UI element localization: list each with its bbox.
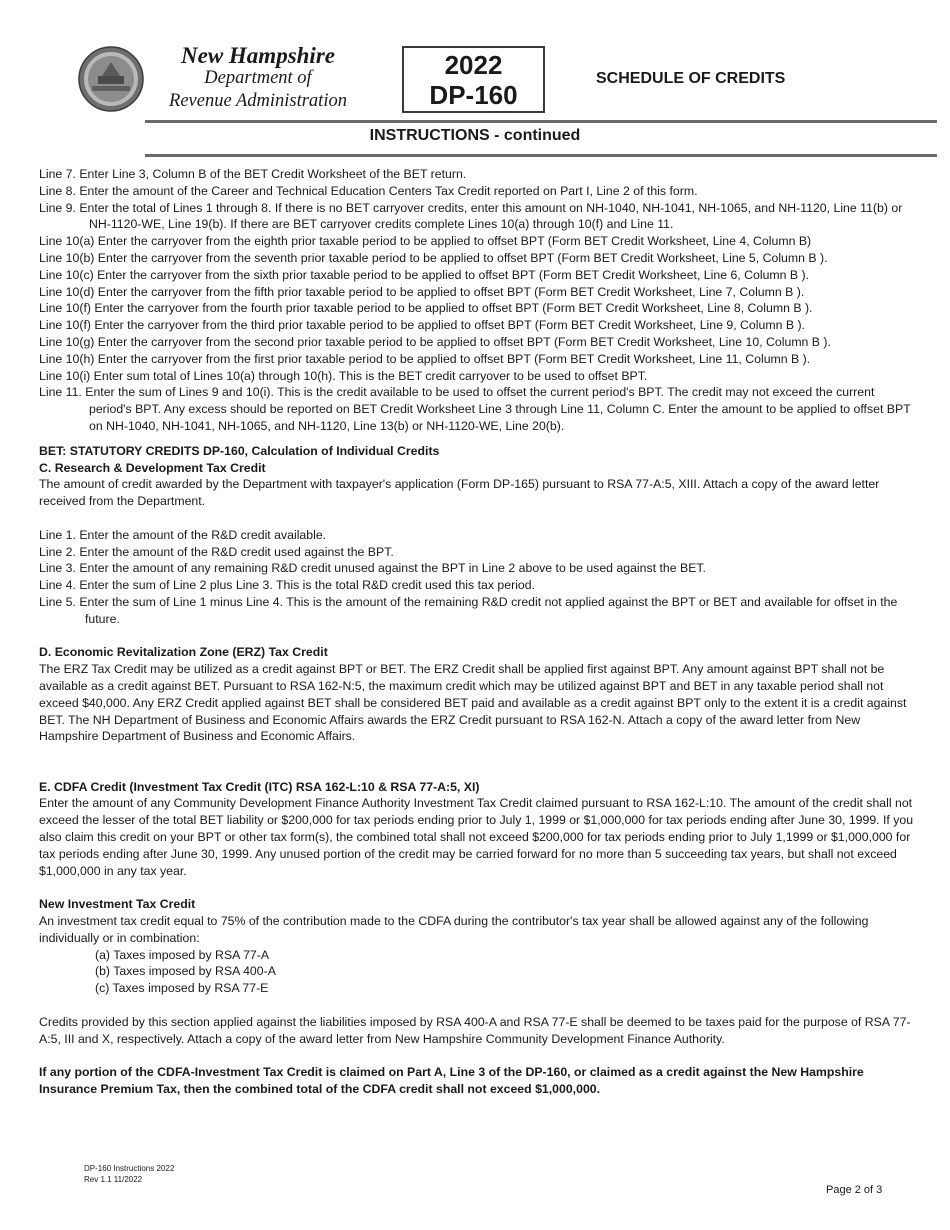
schedule-title: SCHEDULE OF CREDITS bbox=[596, 70, 786, 87]
spacer bbox=[39, 879, 919, 896]
state-seal-logo bbox=[78, 46, 144, 112]
bet-line-10i: Line 10(i) Enter sum total of Lines 10(a) through 10(h). This is the BET credit carryover to be used to offset BPT. bbox=[39, 368, 648, 383]
state-name: New Hampshire bbox=[181, 43, 335, 68]
rd-line-1: Line 1. Enter the amount of the R&D credit available. bbox=[39, 527, 327, 542]
instructions-body bbox=[39, 166, 919, 1098]
department-line-2: Revenue Administration bbox=[169, 91, 347, 111]
bet-line-10h: Line 10(h) Enter the carryover from the first prior taxable period to be applied to offset BPT (Form BET Credit Worksheet, Line 11, Column B ). bbox=[39, 351, 811, 366]
cdfa-text: Enter the amount of any Community Development Finance Authority Investment Tax Credit claimed pursuant to RSA 162-L:10. The amount of the credit shall not exceed the lesser of the total BET liability or $200,000 for tax periods ending prior to July 1, 1999 or $1,000,000 for tax periods ending after June 30, 1999. If you also claim this credit on your BPT or other tax form(s), the combined total shall not exceed $200,000 for tax periods ending prior to July 1,1999 or $1,000,000 for tax periods ending after June 30, 1999. Any unused portion of the credit may be carried forward for no more than 5 succeeding tax years, but shall not exceed $1,000,000 in any tax year. bbox=[39, 796, 914, 878]
form-year: 2022 bbox=[444, 50, 503, 80]
cdfa-limit-note: If any portion of the CDFA-Investment Tax Credit is claimed on Part A, Line 3 of the DP-160, or claimed as a credit against the New Hampshire Insurance Premium Tax, then the combined total of the CDFA credit shall not exceed $1,000,000. bbox=[39, 1065, 864, 1097]
spacer bbox=[39, 997, 919, 1014]
spacer bbox=[39, 745, 919, 762]
cdfa-heading: E. CDFA Credit (Investment Tax Credit (ITC) RSA 162-L:10 & RSA 77-A:5, XI) bbox=[39, 779, 480, 794]
rd-heading: C. Research & Development Tax Credit bbox=[39, 460, 266, 475]
form-id-box bbox=[402, 46, 545, 113]
form-number: DP-160 bbox=[429, 80, 518, 110]
bet-line-9: Line 9. Enter the total of Lines 1 through 8. If there is no BET carryover credits, enter this amount on NH-1040, NH-1041, NH-1065, and NH-1120, Line 11(b) or NH-1120-WE, Line 19(b). If there are BET carryover credits complete Lines 10(a) through 10(f) and Line 11. bbox=[39, 200, 903, 232]
rd-intro: The amount of credit awarded by the Department with taxpayer's application (Form DP-165) pursuant to RSA 77-A:5, XIII. Attach a copy of the award letter received from the Department. bbox=[39, 477, 880, 509]
rd-line-2: Line 2. Enter the amount of the R&D credit used against the BPT. bbox=[39, 544, 394, 559]
erz-heading: D. Economic Revitalization Zone (ERZ) Tax Credit bbox=[39, 645, 328, 660]
rd-line-3: Line 3. Enter the amount of any remaining R&D credit unused against the BPT in Line 2 above to be used against the BET. bbox=[39, 561, 706, 576]
erz-text: The ERZ Tax Credit may be utilized as a credit against BPT or BET. The ERZ Credit shall be applied first against BPT. Any amount against BPT shall not be available as a credit against BET. Pursuant to RSA 162-N:5, the maximum credit which may be utilized against BPT and BET in any taxable period shall not exceed $40,000. Any ERZ Credit applied against BET shall be considered BET paid and available as a credit against BPT only to the extent it is a credit against BET. The NH Department of Business and Economic Affairs awards the ERZ Credit pursuant to RSA 162-N. Attach a copy of the award letter from New Hampshire Department of Business and Economic Affairs. bbox=[39, 662, 907, 744]
bet-line-8: Line 8. Enter the amount of the Career and Technical Education Centers Tax Credit reported on Part I, Line 2 of this form. bbox=[39, 183, 698, 198]
footer-revision bbox=[84, 1163, 174, 1185]
bet-line-10g: Line 10(g) Enter the carryover from the second prior taxable period to be applied to offset BPT (Form BET Credit Worksheet, Line 10, Column B ). bbox=[39, 334, 831, 349]
bet-line-10b: Line 10(b) Enter the carryover from the seventh prior taxable period to be applied to offset BPT (Form BET Credit Worksheet, Line 5, Column B ). bbox=[39, 250, 828, 265]
nitc-heading: New Investment Tax Credit bbox=[39, 897, 196, 912]
bet-line-10c: Line 10(c) Enter the carryover from the sixth prior taxable period to be applied to offset BPT (Form BET Credit Worksheet, Line 6, Column B ). bbox=[39, 267, 810, 282]
footer-form-name: DP-160 Instructions 2022 bbox=[84, 1164, 175, 1173]
bet-line-11: Line 11. Enter the sum of Lines 9 and 10(i). This is the credit available to be used to offset the current period's BPT. The credit may not exceed the current period's BPT. Any excess should be reported on BET Credit Worksheet Line 3 through Line 11, Column C. Enter the amount to be applied to offset BPT on NH-1040, NH-1041, NH-1065, and NH-1120, Line 13(b) or NH-1120-WE, Line 20(b). bbox=[39, 385, 911, 433]
spacer bbox=[39, 628, 919, 645]
spacer bbox=[39, 762, 919, 779]
bet-line-10f: Line 10(f) Enter the carryover from the third prior taxable period to be applied to offset BPT (Form BET Credit Worksheet, Line 9, Column B ). bbox=[39, 318, 805, 333]
bet-line-7: Line 7. Enter Line 3, Column B of the BET Credit Worksheet of the BET return. bbox=[39, 167, 467, 181]
bet-line-10d: Line 10(d) Enter the carryover from the fifth prior taxable period to be applied to offset BPT (Form BET Credit Worksheet, Line 7, Column B ). bbox=[39, 284, 805, 299]
bet-line-10e: Line 10(f) Enter the carryover from the fourth prior taxable period to be applied to offset BPT (Form BET Credit Worksheet, Line 8, Column B ). bbox=[39, 301, 813, 316]
page-number: Page 2 of 3 bbox=[826, 1184, 883, 1196]
spacer bbox=[39, 510, 919, 527]
nitc-credits-text: Credits provided by this section applied against the liabilities imposed by RSA 400-A and RSA 77-E shall be deemed to be taxes paid for the purpose of RSA 77-A:5, III and X, respectively. Attach a copy of the award letter from New Hampshire Community Development Finance Authority. bbox=[39, 1014, 911, 1046]
agency-name bbox=[150, 44, 366, 113]
section-title: INSTRUCTIONS - continued bbox=[369, 127, 581, 144]
nitc-item-a: (a) Taxes imposed by RSA 77-A bbox=[95, 947, 270, 962]
rd-line-5: Line 5. Enter the sum of Line 1 minus Line 4. This is the amount of the remaining R&D credit not applied against the BPT or BET and available for offset in the future. bbox=[39, 594, 898, 626]
spacer bbox=[39, 435, 919, 443]
nitc-text: An investment tax credit equal to 75% of the contribution made to the CDFA during the contributor's tax year shall be allowed against any of the following individually or in combination: bbox=[39, 914, 869, 945]
footer-rev: Rev 1.1 11/2022 bbox=[84, 1175, 143, 1184]
department-line-1: Department of bbox=[204, 68, 312, 88]
header-divider-top bbox=[145, 120, 937, 123]
statutory-heading: BET: STATUTORY CREDITS DP-160, Calculation of Individual Credits bbox=[39, 443, 440, 458]
spacer bbox=[39, 1047, 919, 1064]
nitc-item-c: (c) Taxes imposed by RSA 77-E bbox=[95, 981, 269, 996]
header-divider-bottom bbox=[145, 154, 937, 157]
bet-line-10a: Line 10(a) Enter the carryover from the eighth prior taxable period to be applied to offset BPT (Form BET Credit Worksheet, Line 4, Column B) bbox=[39, 234, 812, 249]
rd-line-4: Line 4. Enter the sum of Line 2 plus Line 3. This is the total R&D credit used this tax period. bbox=[39, 578, 536, 593]
nitc-item-b: (b) Taxes imposed by RSA 400-A bbox=[95, 964, 276, 979]
